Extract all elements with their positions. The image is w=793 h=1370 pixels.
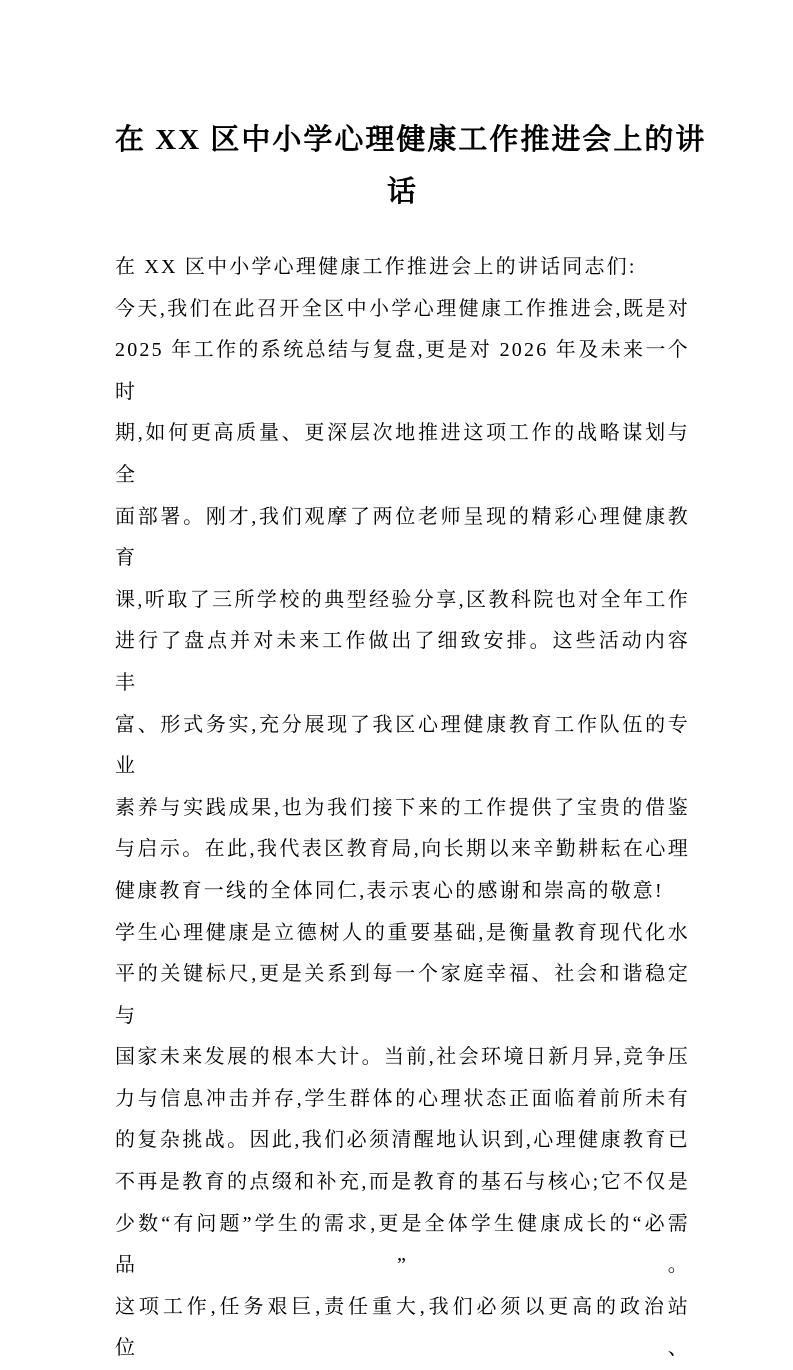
text-line: 进行了盘点并对未来工作做出了细致安排。这些活动内容丰	[115, 621, 690, 704]
text-line: 期,如何更高质量、更深层次地推进这项工作的战略谋划与全	[115, 413, 690, 496]
text-line: 面部署。刚才,我们观摩了两位老师呈现的精彩心理健康教育	[115, 497, 690, 580]
paragraph	[115, 289, 690, 913]
text-line: 国家未来发展的根本大计。当前,社会环境日新月异,竞争压	[115, 1037, 690, 1079]
paragraph	[115, 247, 690, 289]
text-line: 素养与实践成果,也为我们接下来的工作提供了宝贵的借鉴	[115, 788, 690, 830]
title-line: 话	[115, 166, 690, 218]
title-line: 在 XX 区中小学心理健康工作推进会上的讲	[115, 114, 690, 166]
text-line: 的复杂挑战。因此,我们必须清醒地认识到,心理健康教育已	[115, 1120, 690, 1162]
text-line: 在 XX 区中小学心理健康工作推进会上的讲话同志们:	[115, 247, 690, 289]
text-line: 这项工作,任务艰巨,责任重大,我们必须以更高的政治站位、	[115, 1287, 690, 1370]
paragraph	[115, 913, 690, 1370]
text-line: 富、形式务实,充分展现了我区心理健康教育工作队伍的专业	[115, 705, 690, 788]
document-body	[115, 247, 690, 1370]
text-line: 课,听取了三所学校的典型经验分享,区教科院也对全年工作	[115, 580, 690, 622]
text-line: 少数“有问题”学生的需求,更是全体学生健康成长的“必需品”。	[115, 1204, 690, 1287]
text-line: 与启示。在此,我代表区教育局,向长期以来辛勤耕耘在心理	[115, 829, 690, 871]
text-line: 力与信息冲击并存,学生群体的心理状态正面临着前所未有	[115, 1079, 690, 1121]
text-line: 平的关键标尺,更是关系到每一个家庭幸福、社会和谐稳定与	[115, 954, 690, 1037]
text-line: 不再是教育的点缀和补充,而是教育的基石与核心;它不仅是	[115, 1162, 690, 1204]
text-line: 健康教育一线的全体同仁,表示衷心的感谢和崇高的敬意!	[115, 871, 690, 913]
text-line: 学生心理健康是立德树人的重要基础,是衡量教育现代化水	[115, 913, 690, 955]
text-line: 今天,我们在此召开全区中小学心理健康工作推进会,既是对	[115, 289, 690, 331]
text-line: 2025 年工作的系统总结与复盘,更是对 2026 年及未来一个时	[115, 330, 690, 413]
document-title	[115, 114, 690, 218]
